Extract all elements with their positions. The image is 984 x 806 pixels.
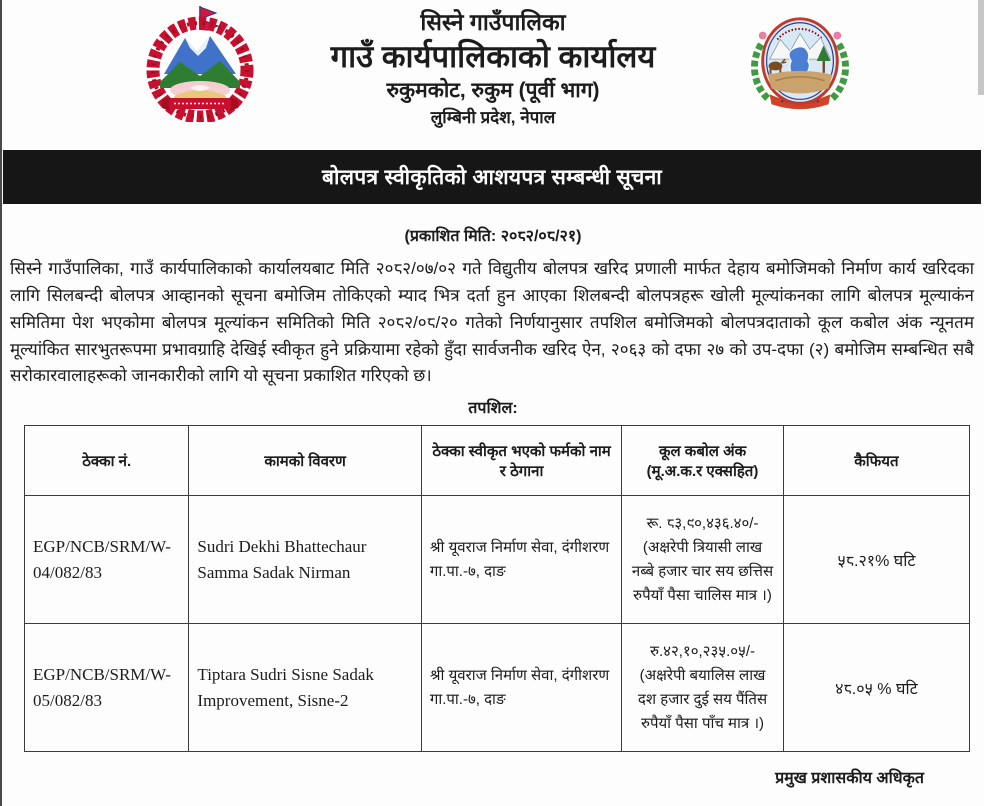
notice-title: बोलपत्र स्वीकृतिको आशयपत्र सम्बन्धी सूचना xyxy=(322,166,662,189)
col-header-firm: ठेक्का स्वीकृत भएको फर्मको नाम र ठेगाना xyxy=(421,426,621,496)
document-header xyxy=(2,0,984,146)
col-header-amount: कूल कबोल अंक (मू.अ.क.र एक्सहित) xyxy=(622,426,784,496)
municipality-name: सिस्ने गाउँपालिका xyxy=(420,9,566,35)
col-header-contract-no: ठेक्का नं. xyxy=(25,426,189,496)
municipality-emblem-icon xyxy=(746,10,854,123)
bid-details-table xyxy=(24,425,970,752)
office-name: गाउँ कार्यपालिकाको कार्यालय xyxy=(330,38,656,74)
table-header-row xyxy=(25,426,970,496)
work-description-cell: Sudri Dekhi Bhattechaur Samma Sadak Nirman xyxy=(189,496,421,624)
notice-title-banner xyxy=(3,150,981,204)
contract-no-cell: EGP/NCB/SRM/W-05/082/83 xyxy=(25,624,189,752)
work-description-cell: Tiptara Sudri Sisne Sadak Improvement, Sisne-2 xyxy=(189,624,421,752)
col-header-remarks: कैफियत xyxy=(783,426,969,496)
firm-cell: श्री यूवराज निर्माण सेवा, दंगीशरण गा.पा.-७, दाङ xyxy=(421,496,621,624)
remarks-cell: ५८.२१% घटि xyxy=(783,496,969,624)
amount-cell: रु.४२,१०,२३५.०५/- (अक्षरेपी बयालिस लाख दश हजार दुई सय पैंतिस रुपैयाँ पैसा पाँच मात्र ।) xyxy=(622,624,784,752)
amount-cell: रू. ८३,९०,४३६.४०/- (अक्षरेपी त्रियासी लाख नब्बे हजार चार सय छत्तिस रुपैयाँ पैसा चालिस मात्र ।) xyxy=(622,496,784,624)
signature-title: प्रमुख प्रशासकीय अधिकृत xyxy=(775,770,924,788)
header-text-block xyxy=(331,6,656,130)
nepal-emblem-icon xyxy=(140,4,260,127)
contract-no-cell: EGP/NCB/SRM/W-04/082/83 xyxy=(25,496,189,624)
remarks-cell: ४८.०५ % घटि xyxy=(783,624,969,752)
notice-body-paragraph: सिस्ने गाउँपालिका, गाउँ कार्यपालिकाको कार्यालयबाट मिति २०८२/०७/०२ गते विद्युतीय बोलपत्र खरिद प्रणाली मार्फत देहाय बमोजिमको निर्माण कार्य खरिदका लागि सिलबन्दी बोलपत्र आव्हानको सूचना बमोजिम तोकिएको म्याद भित्र दर्ता हुन आएका शिलबन्दी बोलपत्रहरू खोली मूल्यांकनका लागि बोलपत्र मूल्याकंन समितिमा पेश भएकोमा बोलपत्र मूल्यांकन समितिको मिति २०८२/०८/२० गतेको निर्णयानुसार तपशिल बमोजिमको बोलपत्रदाताको कूल कबोल अंक न्यूनतम मूल्यांकित सारभुतरूपमा प्रभावग्राहि देखिई स्वीकृत हुने प्रक्रियामा रहेको हुँदा सार्वजनीक खरिद ऐन, २०६३ को दफा २७ को उप-दफा (२) बमोजिम सम्बन्धित सबै सरोकारवालाहरूको जानकारीको लागि यो सूचना प्रकाशित गरिएको छ। xyxy=(10,259,974,386)
published-date: (प्रकाशित मिति: २०८२/०८/२१) xyxy=(404,228,582,245)
province-line: लुम्बिनी प्रदेश, नेपाल xyxy=(430,107,556,127)
firm-cell: श्री यूवराज निर्माण सेवा, दंगीशरण गा.पा.-७, दाङ xyxy=(421,624,621,752)
col-header-work-description: कामको विवरण xyxy=(189,426,421,496)
office-address: रुकुमकोट, रुकुम (पूर्वी भाग) xyxy=(386,78,600,102)
table-row xyxy=(25,496,970,624)
table-row xyxy=(25,624,970,752)
details-label: तपशिल: xyxy=(468,400,518,418)
